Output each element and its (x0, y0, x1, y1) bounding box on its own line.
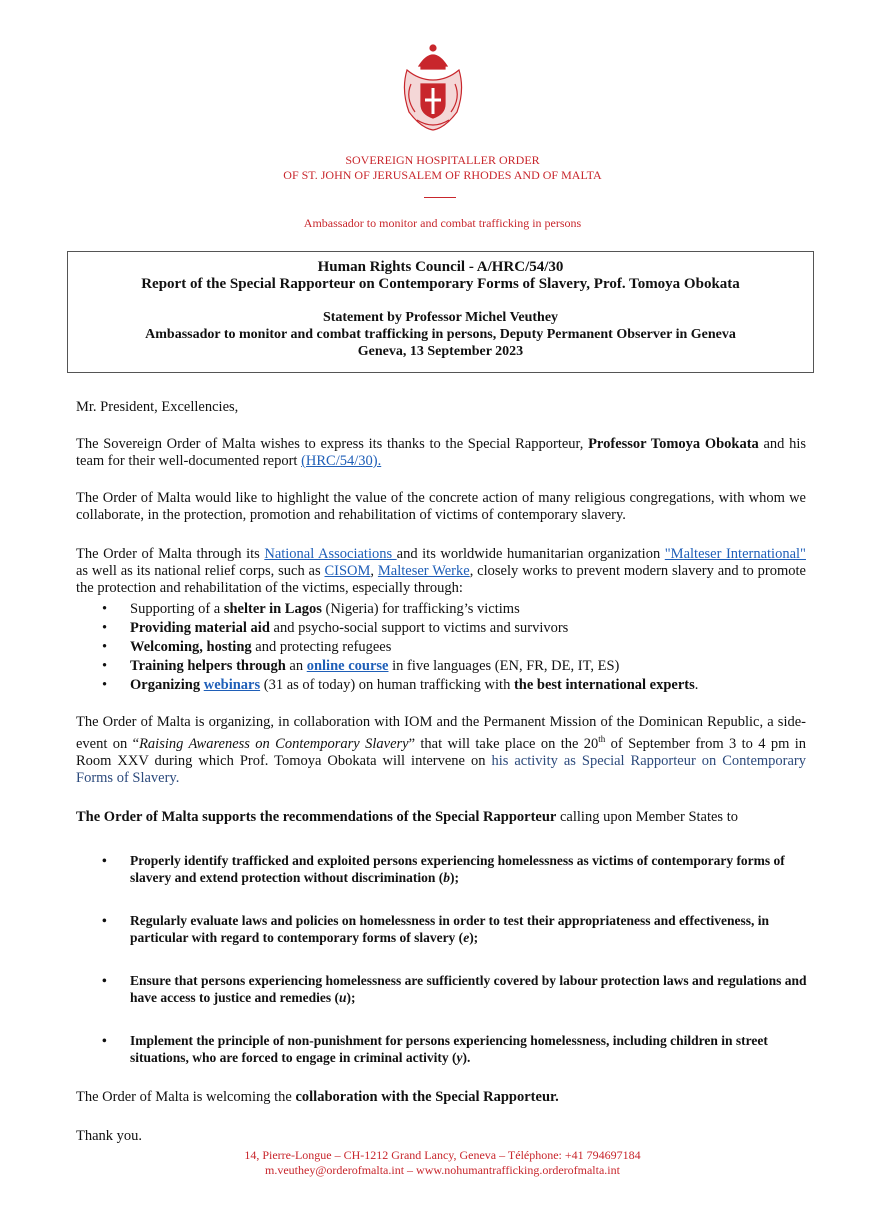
paragraph-supports (76, 809, 806, 826)
text: his activity as Special Rapporteur on Contemporary Forms of Slavery. (76, 752, 806, 786)
text: th (598, 734, 606, 744)
title-line-date: Geneva, 13 September 2023 (357, 344, 524, 359)
text: Regularly evaluate laws and policies on homelessness in order to test their appropriateness and effectiveness, in particular with regard to contemporary forms of slavery ( (130, 913, 769, 945)
title-box (67, 251, 814, 373)
text: The Order of Malta through its (76, 546, 265, 562)
bullet-icon: • (102, 913, 107, 928)
text: and protecting refugees (251, 639, 392, 655)
title-line-hrc: Human Rights Council - A/HRC/54/30 (317, 259, 564, 275)
text: and its worldwide humanitarian organization (396, 546, 665, 562)
text: ). (462, 1050, 471, 1065)
text: Providing material aid (130, 620, 270, 636)
text: . (694, 677, 699, 693)
paragraph-thanks (76, 436, 806, 470)
text: shelter in Lagos (223, 601, 322, 617)
text: collaboration with the Special Rapporteur. (295, 1089, 559, 1105)
text: The Sovereign Order of Malta wishes to express its thanks to the Special Rapporteur, (76, 436, 589, 452)
text: e (463, 930, 470, 945)
text: Welcoming, hosting (130, 639, 252, 655)
text: Organizing (130, 677, 201, 693)
salutation: Mr. President, Excellencies, (76, 399, 239, 415)
footer-contact: m.veuthey@orderofmalta.int – www.nohumantrafficking.orderofmalta.int (265, 1163, 620, 1177)
org-name-line1: SOVEREIGN HOSPITALLER ORDER (345, 153, 540, 167)
text: Ensure that persons experiencing homelessness are sufficiently covered by labour protection laws and regulations and have access to justice and remedies ( (130, 973, 807, 1005)
text: u (338, 990, 347, 1005)
bullet-icon: • (102, 1033, 107, 1048)
list-item (76, 600, 806, 619)
online-course-link[interactable]: online course (306, 658, 389, 674)
text: y (456, 1050, 463, 1065)
text: Properly identify trafficked and exploited persons experiencing homelessness as victims of contemporary forms of slavery and extend protection without discrimination ( (130, 853, 785, 885)
text: The Order of Malta is welcoming the (76, 1089, 296, 1105)
text: ” that will take place on the 20 (408, 735, 599, 752)
text: in five languages (EN, FR, DE, IT, ES) (388, 658, 620, 674)
text: (Nigeria) for trafficking’s victims (321, 601, 520, 617)
text: of September from 3 to 4 pm in Room XXV during which Prof. Tomoya Obokata will intervene on (76, 735, 807, 769)
list-item (76, 638, 806, 657)
text: , closely works to prevent modern slavery and to promote the protection and rehabilitation of the victims, especially through: (76, 563, 806, 596)
text: calling upon Member States to (556, 809, 738, 825)
actions-list (76, 600, 806, 695)
bullet-icon: • (102, 853, 107, 868)
text: Supporting of a (130, 601, 224, 617)
text: Implement the principle of non-punishment for persons experiencing homelessness, including children in street situations, who are forced to engage in criminal activity ( (130, 1033, 768, 1065)
bullet-icon: • (102, 973, 107, 988)
text: and his team for their well-documented report (76, 436, 806, 469)
cisom-link[interactable]: CISOM (324, 563, 371, 579)
title-line-ambassador: Ambassador to monitor and combat trafficking in persons, Deputy Permanent Observer in Geneva (145, 327, 736, 342)
order-of-malta-crest-icon (397, 40, 469, 132)
list-item (76, 619, 806, 638)
paragraph-side-event (76, 714, 806, 787)
text: and psycho-social support to victims and survivors (269, 620, 569, 636)
text: ); (450, 870, 459, 885)
text: The Order of Malta supports the recommendations of the Special Rapporteur (76, 809, 557, 825)
header-divider (424, 197, 456, 198)
title-line-statement: Statement by Professor Michel Veuthey (322, 310, 559, 325)
list-item (76, 657, 806, 676)
org-name-line2: OF ST. JOHN OF JERUSALEM OF RHODES AND OF MALTA (283, 168, 602, 182)
national-associations-link[interactable]: National Associations (264, 546, 397, 562)
webinars-link[interactable]: webinars (203, 677, 261, 693)
paragraph-welcoming (76, 1089, 806, 1106)
text: ); (469, 930, 479, 945)
report-link[interactable]: (HRC/54/30). (301, 453, 382, 469)
header-role: Ambassador to monitor and combat trafficking in persons (303, 216, 582, 230)
event-title: Raising Awareness on Contemporary Slavery (139, 735, 409, 752)
text: (31 as of today) on human trafficking with (260, 677, 514, 693)
text: an (285, 658, 307, 674)
paragraph-actions (76, 546, 806, 597)
text: the best international experts (513, 677, 695, 693)
malteser-werke-link[interactable]: Malteser Werke (377, 563, 470, 579)
title-line-report: Report of the Special Rapporteur on Contemporary Forms of Slavery, Prof. Tomoya Obokata (141, 276, 740, 292)
paragraph-congregations: The Order of Malta would like to highlight the value of the concrete action of many religious congregations, with whom we collaborate, in the protection, promotion and rehabilitation of victims of contemporary slavery. (76, 490, 806, 523)
text: as well as its national relief corps, such as (76, 563, 325, 579)
text: The Order of Malta is organizing, in collaboration with IOM and the Permanent Mission of the Dominican Republic, a side-event on “ (76, 714, 806, 752)
rapporteur-name: Professor Tomoya Obokata (588, 436, 759, 452)
text: , (370, 563, 378, 579)
text: b (443, 870, 450, 885)
list-item (76, 676, 806, 695)
closing: Thank you. (76, 1128, 143, 1144)
text: ); (346, 990, 356, 1005)
malteser-international-link[interactable]: "Malteser International" (664, 546, 806, 562)
text: Training helpers through (130, 658, 286, 674)
footer-address: 14, Pierre-Longue – CH-1212 Grand Lancy, Geneva – Téléphone: +41 794697184 (244, 1148, 641, 1162)
